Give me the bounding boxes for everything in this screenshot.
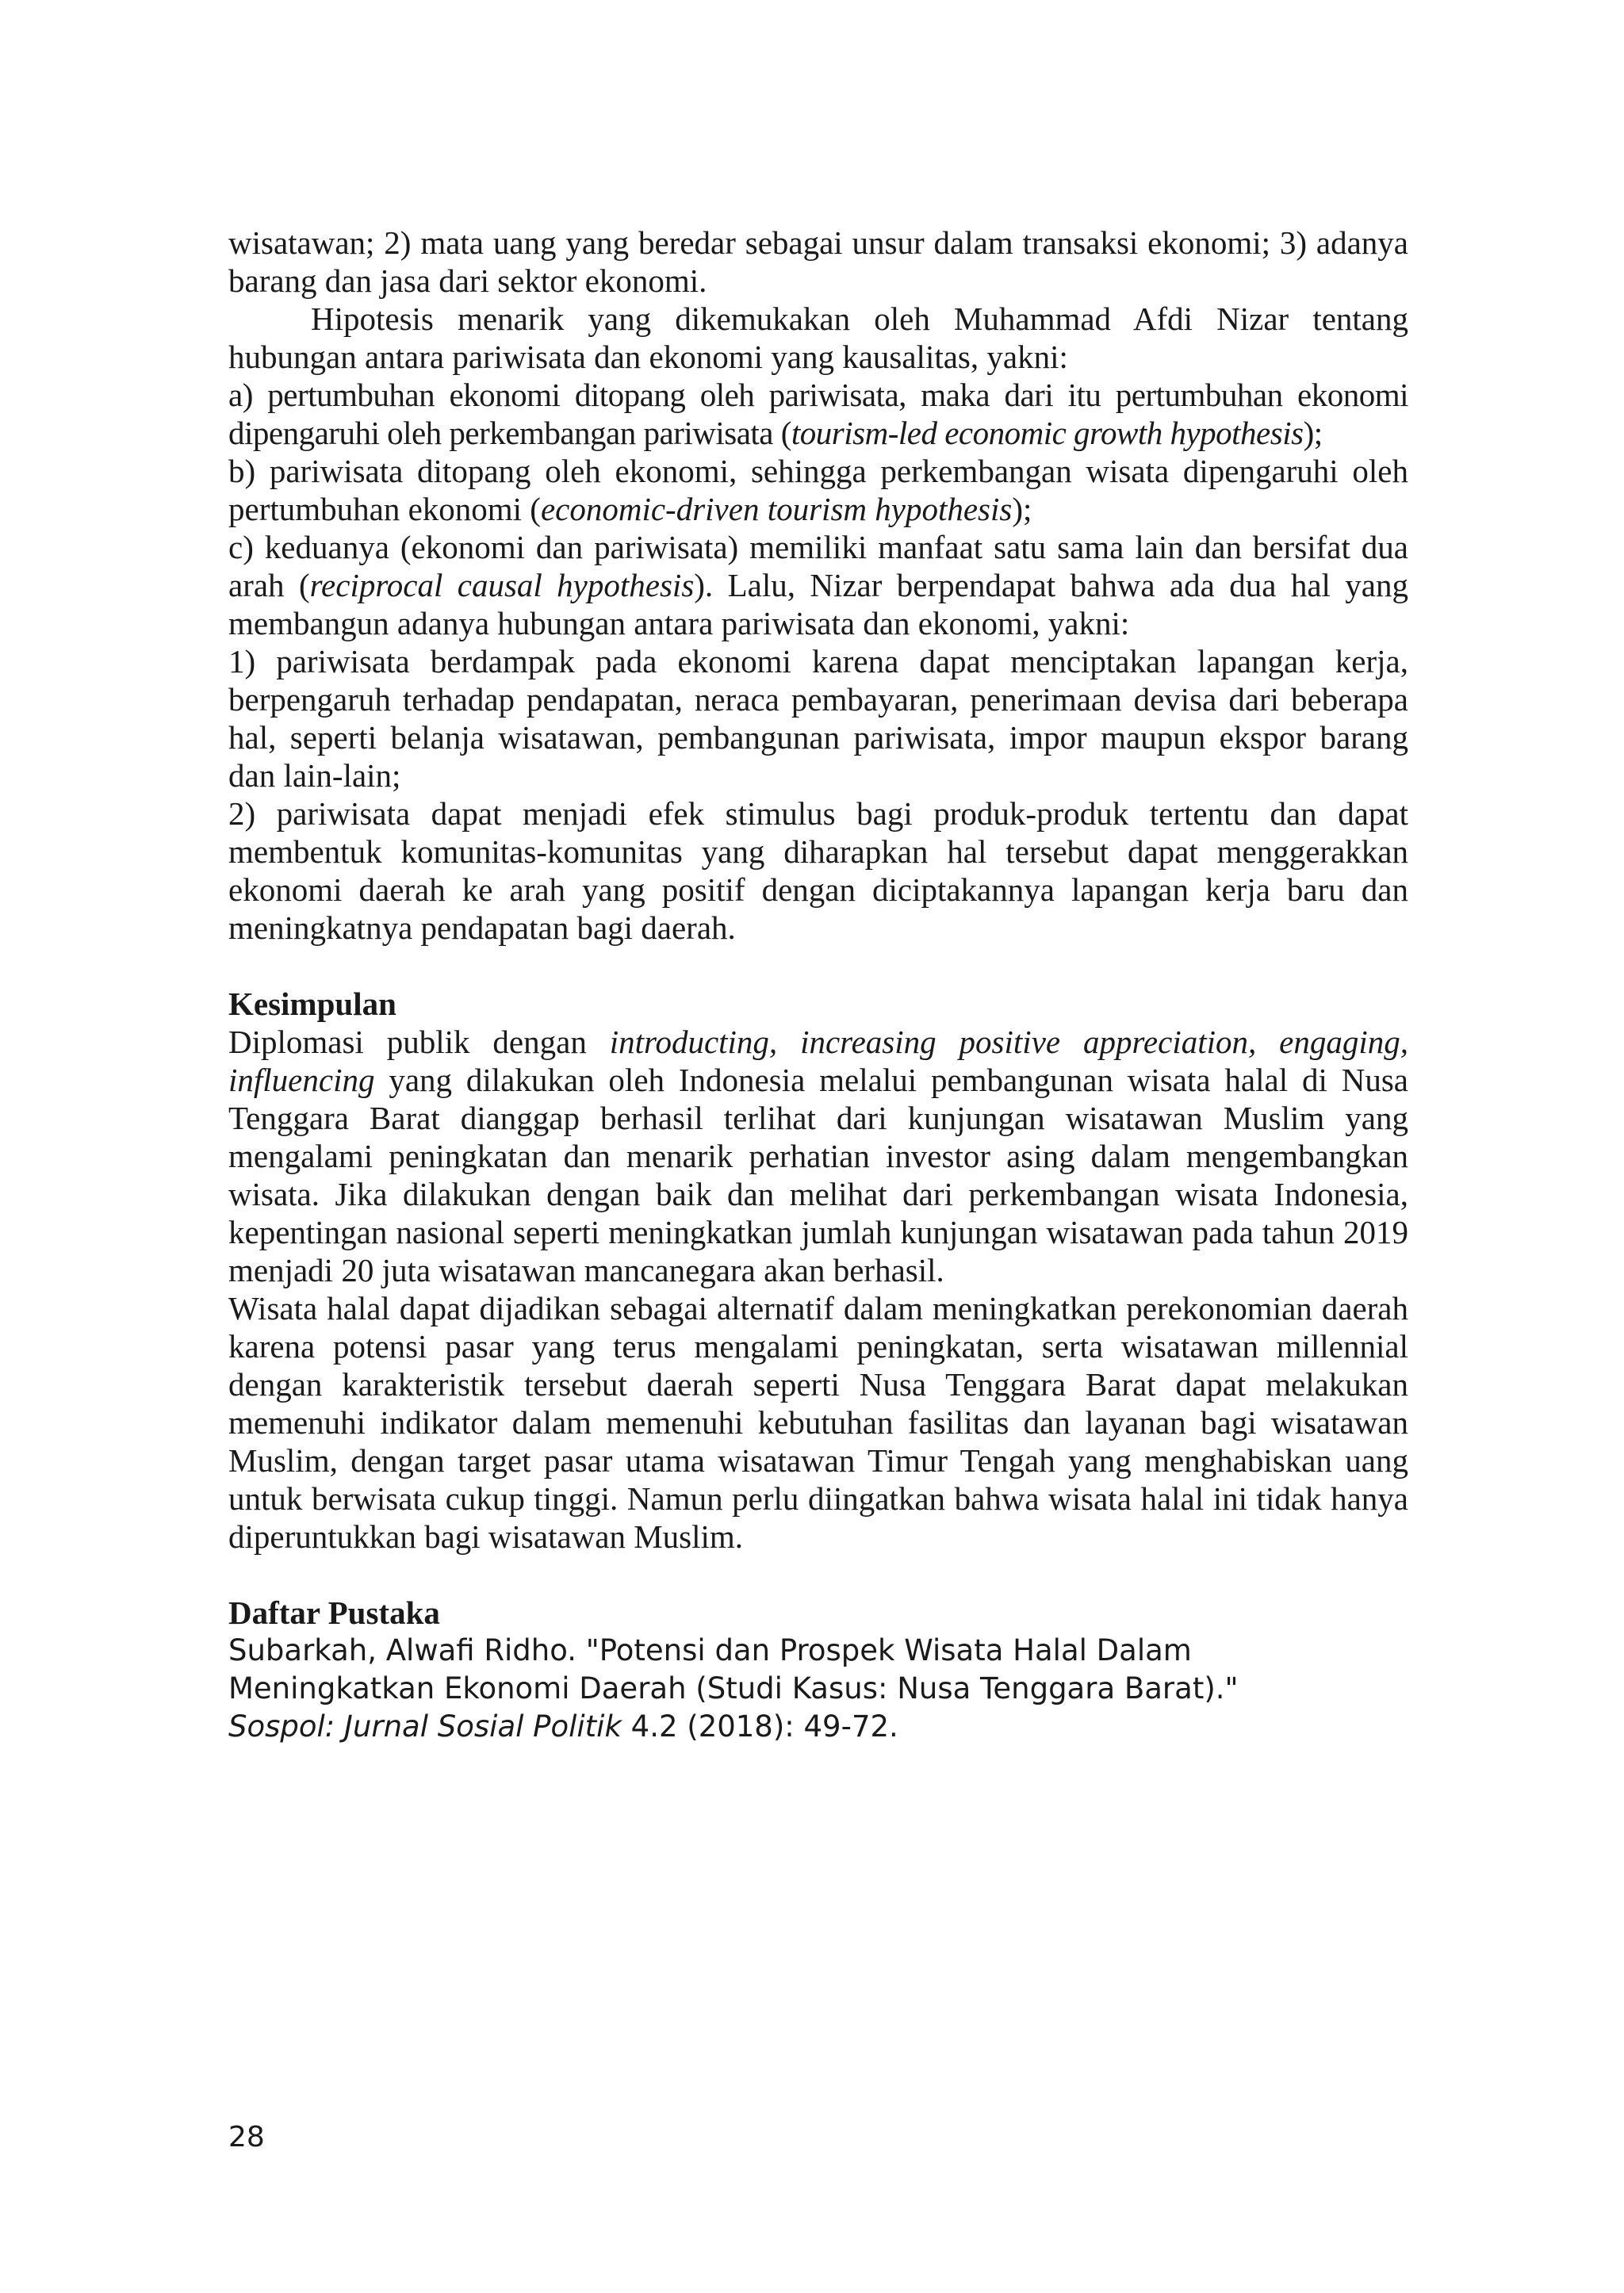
hypothesis-item-b-text: b) pariwisata ditopang oleh ekonomi, sehingga perkembangan wisata dipengaruhi oleh pertumbuhan ekonomi ( (228, 453, 1408, 527)
paragraph-hypothesis: Hipotesis menarik yang dikemukakan oleh Muhammad Afdi Nizar tentang hubungan antara pariwisata dan ekonomi yang kausalitas, yakni: (228, 301, 1408, 375)
reference-entry-end: 4.2 (2018): 49-72. (621, 1709, 898, 1744)
hypothesis-item-a (228, 376, 1408, 452)
relation-point-1: 1) pariwisata berdampak pada ekonomi karena dapat menciptakan lapangan kerja, berpengaruh terhadap pendapatan, neraca pembayaran, penerimaan devisa dari beberapa hal, seperti belanja wisatawan, pembangunan pariwisata, impor maupun ekspor barang dan lain-lain; (228, 643, 1408, 794)
hypothesis-item-c-end: ). Lalu, Nizar berpendapat bahwa ada dua hal yang membangun adanya hubungan antara pariwisata dan ekonomi, yakni: (228, 567, 1408, 641)
hypothesis-item-c-text: c) keduanya (ekonomi dan pariwisata) memiliki manfaat satu sama lain dan bersifat dua arah ( (228, 529, 1408, 603)
reference-entry (228, 1632, 1339, 1746)
hypothesis-item-b (228, 452, 1408, 528)
conclusion-heading: Kesimpulan (228, 986, 396, 1022)
hypothesis-item-b-term: economic-driven tourism hypothesis (540, 491, 1013, 527)
conclusion-paragraph-2: Wisata halal dapat dijadikan sebagai alternatif dalam meningkatkan perekonomian daerah karena potensi pasar yang terus mengalami peningkatan, serta wisatawan millennial dengan karakteristik tersebut daerah seperti Nusa Tenggara Barat dapat melakukan memenuhi indikator dalam memenuhi kebutuhan fasilitas dan layanan bagi wisatawan Muslim, dengan target pasar utama wisatawan Timur Tengah yang menghabiskan uang untuk berwisata cukup tinggi. Namun perlu diingatkan bahwa wisata halal ini tidak hanya diperuntukkan bagi wisatawan Muslim. (228, 1290, 1408, 1555)
hypothesis-item-c-term: reciprocal causal hypothesis (309, 567, 695, 603)
hypothesis-item-a-term: tourism-led economic growth hypothesis (791, 415, 1304, 451)
page-number: 28 (228, 2121, 265, 2153)
hypothesis-item-a-text: a) pertumbuhan ekonomi ditopang oleh pariwisata, maka dari itu pertumbuhan ekonomi dipengaruhi oleh perkembangan pariwisata ( (228, 377, 1408, 451)
hypothesis-item-c (228, 528, 1408, 642)
references-heading: Daftar Pustaka (228, 1594, 440, 1631)
relation-point-2: 2) pariwisata dapat menjadi efek stimulus bagi produk-produk tertentu dan dapat membentuk komunitas-komunitas yang diharapkan hal tersebut dapat menggerakkan ekonomi daerah ke arah yang positif dengan diciptakannya lapangan kerja baru dan meningkatnya pendapatan bagi daerah. (228, 795, 1408, 946)
page-body (228, 224, 1408, 1746)
section-gap (228, 1556, 1408, 1594)
conclusion-paragraph-1 (228, 1023, 1408, 1289)
hypothesis-item-a-end: ); (1303, 415, 1323, 451)
reference-journal: Sospol: Jurnal Sosial Politik (228, 1709, 622, 1744)
paragraph-intro: wisatawan; 2) mata uang yang beredar sebagai unsur dalam transaksi ekonomi; 3) adanya barang dan jasa dari sektor ekonomi. (228, 224, 1408, 299)
section-gap (228, 947, 1408, 985)
conclusion-terms: introducting, increasing positive appreciation, engaging, influencing (228, 1024, 1408, 1098)
conclusion-rest: yang dilakukan oleh Indonesia melalui pembangunan wisata halal di Nusa Tenggara Barat dianggap berhasil terlihat dari kunjungan wisatawan Muslim yang mengalami peningkatan dan menarik perhatian investor asing dalam mengembangkan wisata. Jika dilakukan dengan baik dan melihat dari perkembangan wisata Indonesia, kepentingan nasional seperti meningkatkan jumlah kunjungan wisatawan pada tahun 2019 menjadi 20 juta wisatawan mancanegara akan berhasil. (228, 1062, 1408, 1288)
hypothesis-item-b-end: ); (1012, 491, 1032, 527)
conclusion-lead: Diplomasi publik dengan (228, 1024, 610, 1060)
reference-entry-text: Subarkah, Alwafi Ridho. "Potensi dan Prospek Wisata Halal Dalam Meningkatkan Ekonomi Daerah (Studi Kasus: Nusa Tenggara Barat)." (228, 1633, 1239, 1705)
